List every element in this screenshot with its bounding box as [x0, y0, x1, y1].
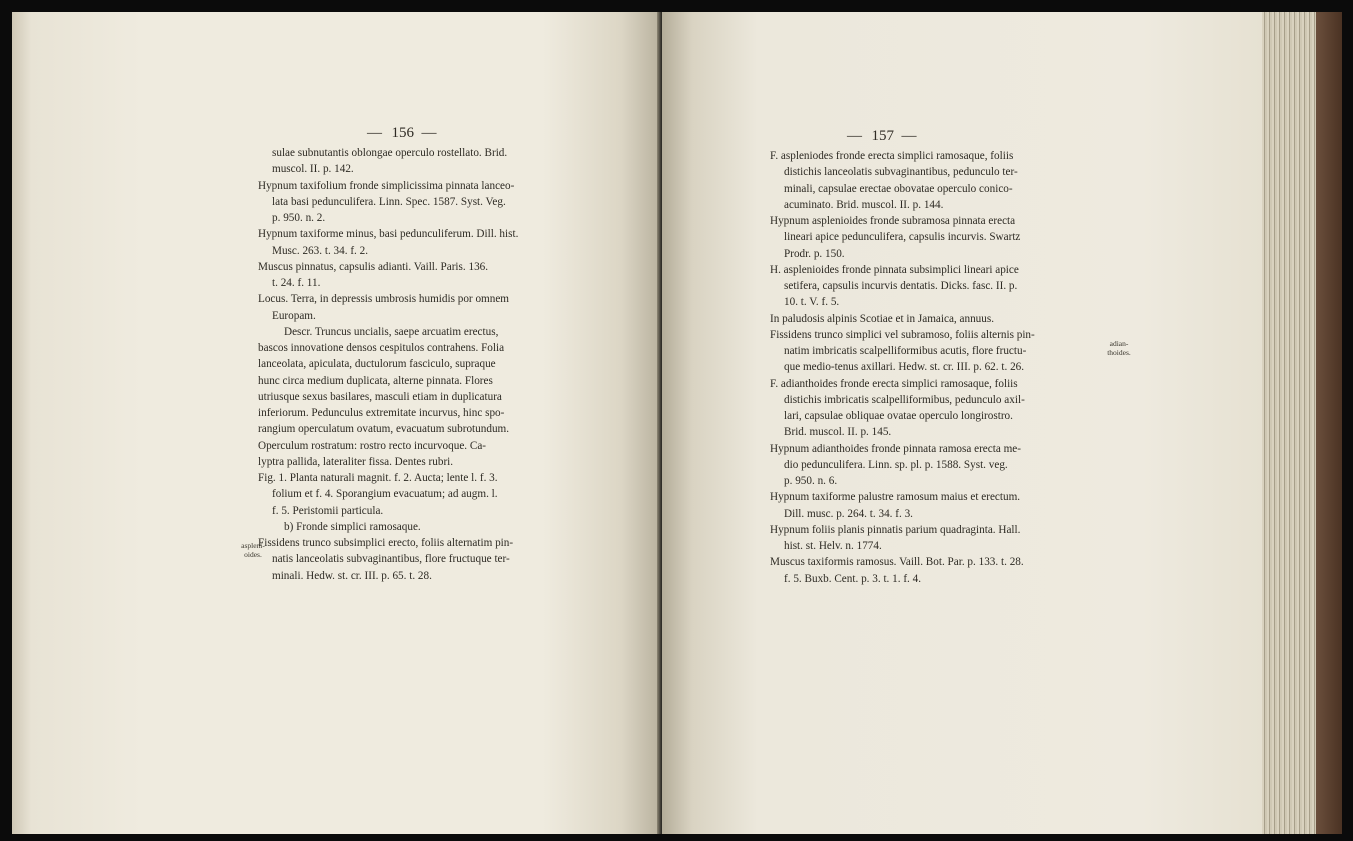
text-line: Hypnum foliis planis pinnatis parium quadraginta. Hall.	[770, 523, 1021, 536]
text-line: p. 950. n. 2.	[272, 212, 326, 224]
left-page	[12, 12, 660, 834]
text-line: Muscus pinnatus, capsulis adianti. Vaill. Paris. 136.	[258, 260, 489, 273]
text-line: setifera, capsulis incurvis dentatis. Dicks. fasc. II. p.	[784, 280, 1018, 292]
text-line: Descr. Truncus uncialis, saepe arcuatim erectus,	[284, 325, 499, 338]
text-line: Muscus taxiformis ramosus. Vaill. Bot. Par. p. 133. t. 28.	[770, 556, 1024, 569]
text-line: lineari apice pedunculifera, capsulis incurvis. Swartz	[784, 231, 1021, 244]
text-line: minali, capsulae erectae obovatae operculo conico-	[784, 182, 1013, 195]
left-page-number-value: 156	[391, 125, 414, 141]
text-line: Fig. 1. Planta naturali magnit. f. 2. Aucta; lente l. f. 3.	[258, 472, 498, 484]
text-line: Locus. Terra, in depressis umbrosis humidis por omnem	[258, 293, 510, 306]
right-page-text	[770, 148, 1100, 587]
left-page-text	[258, 145, 578, 584]
text-line: utriusque sexus basilares, masculi etiam in duplicatura	[258, 390, 502, 403]
text-line: Musc. 263. t. 34. f. 2.	[272, 244, 369, 257]
text-line: natim imbricatis scalpelliformibus acutis, flore fructu-	[784, 345, 1027, 357]
right-margin-note: adian- thoides.	[1107, 339, 1131, 357]
text-line: F. aspleniodes fronde erecta simplici ramosaque, foliis	[770, 150, 1014, 162]
open-book	[12, 12, 1342, 834]
text-line: Dill. musc. p. 264. t. 34. f. 3.	[784, 507, 913, 520]
text-line: Fissidens trunco subsimplici erecto, foliis alternatim pin-	[258, 537, 514, 549]
text-line: Fissidens trunco simplici vel subramoso, foliis alternis pin-	[770, 328, 1035, 341]
text-line: Prodr. p. 150.	[784, 247, 845, 260]
right-page-number: — 157 —	[847, 128, 919, 144]
text-line: que medio-tenus axillari. Hedw. st. cr. III. p. 62. t. 26.	[784, 361, 1025, 374]
text-line: Hypnum adianthoides fronde pinnata ramosa erecta me-	[770, 442, 1022, 455]
text-line: lanceolata, apiculata, ductulorum fasciculo, supraque	[258, 358, 496, 371]
left-page-number: — 156 —	[367, 125, 439, 141]
text-line: f. 5. Peristomii particula.	[272, 504, 384, 517]
text-line: 10. t. V. f. 5.	[784, 296, 840, 309]
text-line: distichis lanceolatis subvaginantibus, pedunculo ter-	[784, 166, 1018, 179]
text-line: b) Fronde simplici ramosaque.	[284, 520, 421, 533]
text-line: hunc circa medium duplicata, alterne pinnata. Flores	[258, 374, 493, 387]
page-edges	[1262, 12, 1342, 834]
text-line: Hypnum taxiforme palustre ramosum maius et erectum.	[770, 491, 1021, 504]
text-line: Hypnum taxiforme minus, basi pedunculiferum. Dill. hist.	[258, 228, 519, 241]
text-line: H. asplenioides fronde pinnata subsimplici lineari apice	[770, 263, 1019, 276]
right-page-number-value: 157	[871, 128, 894, 144]
left-margin-note: aspleni- oides.	[241, 541, 265, 559]
text-line: f. 5. Buxb. Cent. p. 3. t. 1. f. 4.	[784, 572, 922, 585]
text-line: lata basi pedunculifera. Linn. Spec. 1587. Syst. Veg.	[272, 195, 506, 208]
text-line: natis lanceolatis subvaginantibus, flore fructuque ter-	[272, 553, 510, 566]
text-line: hist. st. Helv. n. 1774.	[784, 540, 882, 552]
text-line: rangium operculatum ovatum, evacuatum subrotundum.	[258, 423, 510, 436]
text-line: inferiorum. Pedunculus extremitate incurvus, hinc spo-	[258, 407, 505, 419]
text-line: dio pedunculifera. Linn. sp. pl. p. 1588. Syst. veg.	[784, 458, 1008, 471]
text-line: Operculum rostratum: rostro recto incurvoque. Ca-	[258, 439, 487, 452]
text-line: p. 950. n. 6.	[784, 475, 838, 487]
text-line: muscol. II. p. 142.	[272, 163, 354, 176]
text-line: Brid. muscol. II. p. 145.	[784, 426, 892, 439]
text-line: sulae subnutantis oblongae operculo rostellato. Brid.	[272, 147, 508, 159]
text-line: In paludosis alpinis Scotiae et in Jamaica, annuus.	[770, 312, 995, 325]
text-line: acuminato. Brid. muscol. II. p. 144.	[784, 198, 944, 211]
text-line: minali. Hedw. st. cr. III. p. 65. t. 28.	[272, 569, 432, 582]
text-line: Hypnum asplenioides fronde subramosa pinnata erecta	[770, 215, 1016, 227]
text-line: folium et f. 4. Sporangium evacuatum; ad augm. l.	[272, 488, 498, 501]
text-line: lyptra pallida, lateraliter fissa. Dentes rubri.	[258, 455, 454, 468]
text-line: lari, capsulae obliquae ovatae operculo longirostro.	[784, 410, 1013, 422]
text-line: t. 24. f. 11.	[272, 277, 321, 289]
right-page	[662, 12, 1262, 834]
text-line: Europam.	[272, 309, 316, 322]
text-line: Hypnum taxifolium fronde simplicissima pinnata lanceo-	[258, 179, 515, 192]
text-line: F. adianthoides fronde erecta simplici ramosaque, foliis	[770, 377, 1018, 390]
text-line: bascos innovatione densos cespitulos contrahens. Folia	[258, 342, 505, 354]
text-line: distichis imbricatis scalpelliformibus, pedunculo axil-	[784, 393, 1025, 406]
